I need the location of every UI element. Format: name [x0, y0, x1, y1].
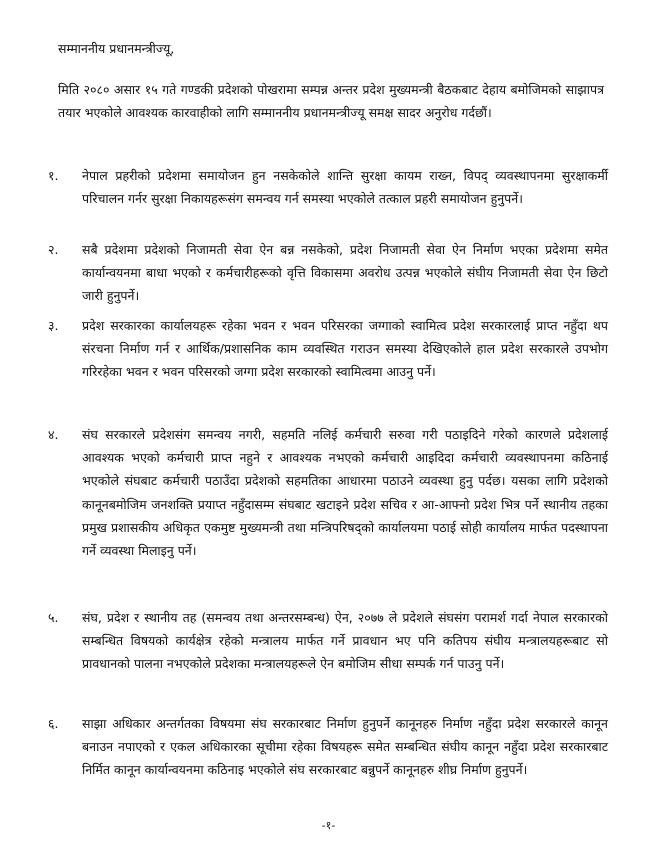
- item-text: प्रदेश सरकारका कार्यालयहरू रहेका भवन र भवन परिसरका जग्गाको स्वामित्व प्रदेश सरकारलाई प्राप्त नहुँदा थप संरचना निर्माण गर्न र आर्थिक/प्रशासनिक काम व्यवस्थित गराउन समस्या देखिएकोले हाल प्रदेश सरकारले उपभोग गरिरहेका भवन र भवन परिसरको जग्गा प्रदेश सरकारको स्वामित्वमा आउनु पर्ने।: [82, 318, 608, 380]
- item-text: नेपाल प्रहरीको प्रदेशमा समायोजन हुन नसकेकोले शान्ति सुरक्षा कायम राख्न, विपद् व्यवस्थापनमा सुरक्षाकर्मी परिचालन गर्नर सुरक्षा निकायहरूसंग समन्वय गर्न समस्या भएकोले तत्काल प्रहरी समायोजन हुनुपर्ने।: [82, 168, 608, 207]
- salutation: सम्माननीय प्रधानमन्त्रीज्यू,: [58, 41, 175, 56]
- page-number: -१-: [321, 819, 336, 832]
- item-text: संघ सरकारले प्रदेशसंग समन्वय नगरी, सहमति नलिई कर्मचारी सरुवा गरी पठाइदिने गरेको कारणले प्रदेशलाई आवश्यक भएको कर्मचारी प्राप्त नहुने र आवश्यक नभएको कर्मचारी आइदिदा कर्मचारी व्यवस्थापनमा कठिनाई भएकोले संघबाट कर्मचारी पठाउँदा प्रदेशको सहमतिका आधारमा पठाउने व्यवस्था हुनु पर्दछ। यसका लागि प्रदेशको कानूनबमोजिम जनशक्ति प्रयाप्त नहुँदासम्म संघबाट खटाइने प्रदेश सचिव र आ-आफ्नो प्रदेश भित्र पर्ने स्थानीय तहका प्रमुख प्रशासकीय अधिकृत एकमुष्ट मुख्यमन्त्री तथा मन्त्रिपरिषद्को कार्यालयमा पठाई सोही कार्यालय मार्फत पदस्थापना गर्ने व्यवस्था मिलाइनु पर्ने।: [82, 427, 608, 559]
- intro-paragraph: मिति २०८० असार १५ गते गण्डकी प्रदेशको पोखरामा सम्पन्न अन्तर प्रदेश मुख्यमन्त्री बैठकबाट देहाय बमोजिमको साझापत्र तयार भएकोले आवश्यक कारवाहीको लागि सम्माननीय प्रधानमन्त्रीज्यू समक्ष सादर अनुरोध गर्दछौं।: [58, 82, 604, 120]
- item-text: सबै प्रदेशमा प्रदेशको निजामती सेवा ऐन बन्न नसकेको, प्रदेश निजामती सेवा ऐन निर्माण भएका प्रदेशमा समेत कार्यान्वयनमा बाधा भएको र कर्मचारीहरूको वृत्ति विकासमा अवरोध उत्पन्न भएकोले संघीय निजामती सेवा ऐन छिटो जारी हुनुपर्ने।: [82, 242, 608, 304]
- item-text: संघ, प्रदेश र स्थानीय तह (समन्वय तथा अन्तरसम्बन्ध) ऐन, २०७७ ले प्रदेशले संघसंग परामर्श गर्दा नेपाल सरकारको सम्बन्धित विषयको कार्यक्षेत्र रहेको मन्त्रालय मार्फत गर्ने प्रावधान भए पनि कतिपय संघीय मन्त्रालयहरूबाट सो प्रावधानको पालना नभएकोले प्रदेशका मन्त्रालयहरूले ऐन बमोजिम सीधा सम्पर्क गर्न पाउनु पर्ने।: [82, 610, 608, 672]
- item-number: १.: [48, 168, 59, 183]
- list-item-1: [48, 164, 608, 210]
- list-item-4: [48, 423, 608, 562]
- list-item-2: [48, 238, 608, 308]
- item-number: २.: [48, 242, 59, 257]
- list-item-6: [48, 712, 608, 782]
- item-text: साझा अधिकार अन्तर्गतका विषयमा संघ सरकारबाट निर्माण हुनुपर्ने कानूनहरु निर्माण नहुँदा प्रदेश सरकारले कानून बनाउन नपाएको र एकल अधिकारका सूचीमा रहेका विषयहरू समेत सम्बन्धित संघीय कानून नहुँदा प्रदेश सरकारबाट निर्मित कानून कार्यान्वयनमा कठिनाइ भएकोले संघ सरकारबाट बन्नुपर्ने कानूनहरु शीघ्र निर्माण हुनुपर्ने।: [82, 716, 608, 778]
- list-item-5: [48, 606, 608, 676]
- list-item-3: [48, 314, 608, 384]
- item-number: ५.: [48, 610, 59, 625]
- item-number: ३.: [48, 318, 59, 333]
- item-number: ४.: [48, 427, 59, 442]
- item-number: ६.: [48, 716, 59, 731]
